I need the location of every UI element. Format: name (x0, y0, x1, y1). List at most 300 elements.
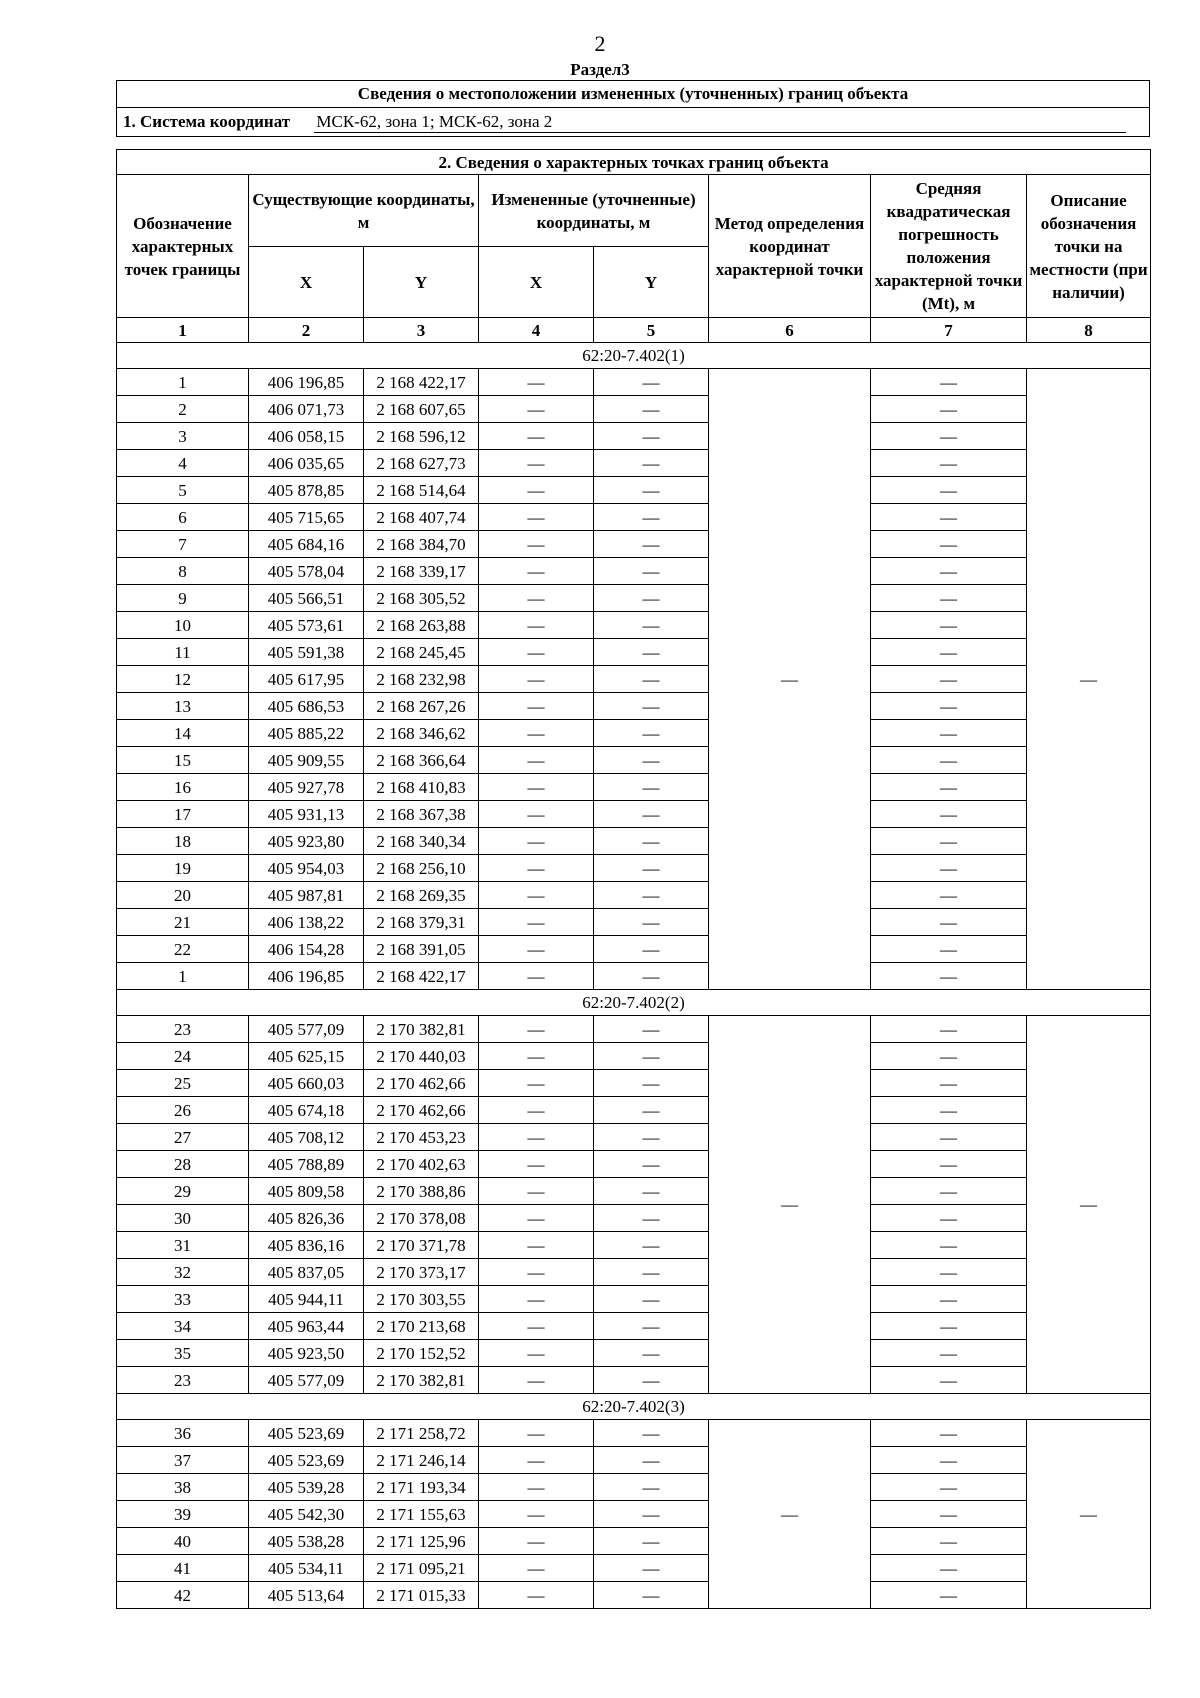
table-row (117, 693, 1151, 720)
changed-x: — (479, 1178, 594, 1205)
changed-y: — (594, 585, 709, 612)
table-row (117, 1286, 1151, 1313)
changed-x: — (479, 801, 594, 828)
existing-y: 2 168 384,70 (364, 531, 479, 558)
changed-x: — (479, 1447, 594, 1474)
changed-x: — (479, 855, 594, 882)
section-title: Раздел3 (570, 60, 630, 79)
table-row (117, 720, 1151, 747)
changed-y: — (594, 747, 709, 774)
table-row (117, 882, 1151, 909)
point-number: 2 (117, 396, 249, 423)
table-row (117, 774, 1151, 801)
existing-x: 405 523,69 (249, 1420, 364, 1447)
header-method: Метод определения координат характерной точки (709, 175, 871, 318)
header-changed-coords: Измененные (уточненные) координаты, м (479, 175, 709, 247)
existing-x: 405 931,13 (249, 801, 364, 828)
point-number: 42 (117, 1582, 249, 1609)
existing-y: 2 170 373,17 (364, 1259, 479, 1286)
changed-y: — (594, 1232, 709, 1259)
changed-x: — (479, 585, 594, 612)
point-number: 8 (117, 558, 249, 585)
existing-y: 2 168 232,98 (364, 666, 479, 693)
changed-y: — (594, 1420, 709, 1447)
point-number: 5 (117, 477, 249, 504)
changed-x: — (479, 909, 594, 936)
changed-x: — (479, 1232, 594, 1259)
description-cell: — (1027, 1016, 1151, 1394)
existing-x: 405 625,15 (249, 1043, 364, 1070)
accuracy-cell: — (871, 477, 1027, 504)
changed-x: — (479, 423, 594, 450)
changed-y: — (594, 1043, 709, 1070)
table-row (117, 585, 1151, 612)
existing-x: 406 071,73 (249, 396, 364, 423)
changed-y: — (594, 1259, 709, 1286)
existing-y: 2 168 339,17 (364, 558, 479, 585)
accuracy-cell: — (871, 1151, 1027, 1178)
existing-y: 2 170 388,86 (364, 1178, 479, 1205)
existing-x: 405 578,04 (249, 558, 364, 585)
changed-y: — (594, 1151, 709, 1178)
accuracy-cell: — (871, 504, 1027, 531)
accuracy-cell: — (871, 828, 1027, 855)
header-existing-x: X (249, 247, 364, 318)
table-row (117, 1582, 1151, 1609)
existing-y: 2 168 263,88 (364, 612, 479, 639)
changed-x: — (479, 963, 594, 990)
accuracy-cell: — (871, 774, 1027, 801)
table-row (117, 1178, 1151, 1205)
header-existing-coords: Существующие координаты, м (249, 175, 479, 247)
existing-y: 2 170 453,23 (364, 1124, 479, 1151)
point-number: 40 (117, 1528, 249, 1555)
existing-x: 405 684,16 (249, 531, 364, 558)
col-number: 8 (1027, 318, 1151, 343)
changed-x: — (479, 558, 594, 585)
accuracy-cell: — (871, 639, 1027, 666)
accuracy-cell: — (871, 963, 1027, 990)
point-number: 9 (117, 585, 249, 612)
accuracy-cell: — (871, 1232, 1027, 1259)
document-header (116, 80, 1150, 137)
existing-x: 405 788,89 (249, 1151, 364, 1178)
existing-y: 2 168 367,38 (364, 801, 479, 828)
col-number: 6 (709, 318, 871, 343)
existing-y: 2 170 213,68 (364, 1313, 479, 1340)
changed-x: — (479, 1016, 594, 1043)
accuracy-cell: — (871, 855, 1027, 882)
changed-x: — (479, 1555, 594, 1582)
changed-y: — (594, 1016, 709, 1043)
changed-x: — (479, 1070, 594, 1097)
point-number: 10 (117, 612, 249, 639)
changed-x: — (479, 747, 594, 774)
description-cell: — (1027, 369, 1151, 990)
changed-y: — (594, 936, 709, 963)
existing-y: 2 170 382,81 (364, 1367, 479, 1394)
accuracy-cell: — (871, 423, 1027, 450)
accuracy-cell: — (871, 1420, 1027, 1447)
point-number: 18 (117, 828, 249, 855)
accuracy-cell: — (871, 396, 1027, 423)
existing-y: 2 170 378,08 (364, 1205, 479, 1232)
group-row (117, 990, 1151, 1016)
accuracy-cell: — (871, 1474, 1027, 1501)
changed-y: — (594, 639, 709, 666)
changed-y: — (594, 612, 709, 639)
changed-x: — (479, 639, 594, 666)
changed-y: — (594, 1313, 709, 1340)
point-number: 11 (117, 639, 249, 666)
changed-x: — (479, 504, 594, 531)
existing-y: 2 170 462,66 (364, 1097, 479, 1124)
existing-x: 405 708,12 (249, 1124, 364, 1151)
existing-y: 2 171 193,34 (364, 1474, 479, 1501)
group-name: 62:20-7.402(3) (117, 1394, 1151, 1420)
changed-x: — (479, 1259, 594, 1286)
col-number: 4 (479, 318, 594, 343)
table-row (117, 1447, 1151, 1474)
existing-y: 2 171 155,63 (364, 1501, 479, 1528)
existing-y: 2 168 267,26 (364, 693, 479, 720)
accuracy-cell: — (871, 936, 1027, 963)
existing-x: 405 577,09 (249, 1367, 364, 1394)
changed-y: — (594, 855, 709, 882)
table-row (117, 1340, 1151, 1367)
changed-y: — (594, 1555, 709, 1582)
existing-y: 2 168 391,05 (364, 936, 479, 963)
accuracy-cell: — (871, 1555, 1027, 1582)
existing-y: 2 170 303,55 (364, 1286, 479, 1313)
table-row (117, 558, 1151, 585)
table-row (117, 639, 1151, 666)
col-number: 2 (249, 318, 364, 343)
table-row (117, 450, 1151, 477)
table-row (117, 1070, 1151, 1097)
changed-x: — (479, 1501, 594, 1528)
accuracy-cell: — (871, 531, 1027, 558)
changed-y: — (594, 423, 709, 450)
point-number: 25 (117, 1070, 249, 1097)
changed-y: — (594, 720, 709, 747)
changed-x: — (479, 774, 594, 801)
table-row (117, 1420, 1151, 1447)
existing-x: 406 196,85 (249, 963, 364, 990)
changed-y: — (594, 558, 709, 585)
changed-x: — (479, 531, 594, 558)
existing-x: 405 542,30 (249, 1501, 364, 1528)
accuracy-cell: — (871, 1178, 1027, 1205)
point-number: 20 (117, 882, 249, 909)
changed-y: — (594, 909, 709, 936)
changed-y: — (594, 1340, 709, 1367)
point-number: 24 (117, 1043, 249, 1070)
existing-x: 405 674,18 (249, 1097, 364, 1124)
existing-y: 2 170 382,81 (364, 1016, 479, 1043)
table-row (117, 1205, 1151, 1232)
point-number: 12 (117, 666, 249, 693)
accuracy-cell: — (871, 1016, 1027, 1043)
changed-x: — (479, 1367, 594, 1394)
table-row (117, 1097, 1151, 1124)
existing-x: 405 954,03 (249, 855, 364, 882)
changed-x: — (479, 477, 594, 504)
point-number: 23 (117, 1367, 249, 1394)
point-number: 33 (117, 1286, 249, 1313)
changed-x: — (479, 1528, 594, 1555)
changed-y: — (594, 774, 709, 801)
document-title: Сведения о местоположении измененных (уточненных) границ объекта (117, 81, 1150, 108)
table-row (117, 369, 1151, 396)
changed-x: — (479, 720, 594, 747)
table-row (117, 1555, 1151, 1582)
existing-x: 405 523,69 (249, 1447, 364, 1474)
point-number: 16 (117, 774, 249, 801)
point-number: 39 (117, 1501, 249, 1528)
existing-x: 405 836,16 (249, 1232, 364, 1259)
table-row (117, 1043, 1151, 1070)
existing-y: 2 171 246,14 (364, 1447, 479, 1474)
page-number: 2 (594, 31, 606, 56)
existing-x: 406 138,22 (249, 909, 364, 936)
existing-y: 2 170 371,78 (364, 1232, 479, 1259)
group-name: 62:20-7.402(1) (117, 343, 1151, 369)
table-row (117, 531, 1151, 558)
accuracy-cell: — (871, 1043, 1027, 1070)
table-row (117, 612, 1151, 639)
existing-y: 2 168 269,35 (364, 882, 479, 909)
table-row (117, 1016, 1151, 1043)
point-number: 7 (117, 531, 249, 558)
existing-x: 406 035,65 (249, 450, 364, 477)
point-number: 26 (117, 1097, 249, 1124)
accuracy-cell: — (871, 666, 1027, 693)
changed-x: — (479, 1340, 594, 1367)
method-cell: — (709, 369, 871, 990)
accuracy-cell: — (871, 882, 1027, 909)
existing-x: 405 826,36 (249, 1205, 364, 1232)
header-accuracy: Средняя квадратическая погрешность положения характерной точки (Mt), м (871, 175, 1027, 318)
existing-x: 405 715,65 (249, 504, 364, 531)
point-number: 35 (117, 1340, 249, 1367)
changed-y: — (594, 1582, 709, 1609)
point-number: 41 (117, 1555, 249, 1582)
accuracy-cell: — (871, 1124, 1027, 1151)
point-number: 22 (117, 936, 249, 963)
point-number: 17 (117, 801, 249, 828)
changed-x: — (479, 1420, 594, 1447)
existing-x: 406 196,85 (249, 369, 364, 396)
table-row (117, 504, 1151, 531)
col-number: 3 (364, 318, 479, 343)
existing-y: 2 168 514,64 (364, 477, 479, 504)
header-changed-y: Y (594, 247, 709, 318)
group-row (117, 343, 1151, 369)
existing-y: 2 168 305,52 (364, 585, 479, 612)
changed-y: — (594, 693, 709, 720)
changed-x: — (479, 693, 594, 720)
existing-x: 405 963,44 (249, 1313, 364, 1340)
table-row (117, 1232, 1151, 1259)
accuracy-cell: — (871, 1313, 1027, 1340)
existing-x: 405 987,81 (249, 882, 364, 909)
table-row (117, 477, 1151, 504)
existing-x: 405 909,55 (249, 747, 364, 774)
existing-y: 2 170 152,52 (364, 1340, 479, 1367)
point-number: 6 (117, 504, 249, 531)
existing-x: 405 591,38 (249, 639, 364, 666)
table-row (117, 1501, 1151, 1528)
changed-x: — (479, 1582, 594, 1609)
changed-x: — (479, 1474, 594, 1501)
table-row (117, 1259, 1151, 1286)
point-number: 27 (117, 1124, 249, 1151)
table-row (117, 909, 1151, 936)
changed-y: — (594, 1367, 709, 1394)
existing-y: 2 171 095,21 (364, 1555, 479, 1582)
point-number: 4 (117, 450, 249, 477)
changed-y: — (594, 1501, 709, 1528)
existing-x: 405 686,53 (249, 693, 364, 720)
accuracy-cell: — (871, 747, 1027, 774)
accuracy-cell: — (871, 369, 1027, 396)
point-number: 34 (117, 1313, 249, 1340)
point-number: 21 (117, 909, 249, 936)
table-subtitle: 2. Сведения о характерных точках границ объекта (117, 150, 1151, 175)
point-number: 30 (117, 1205, 249, 1232)
point-number: 37 (117, 1447, 249, 1474)
existing-y: 2 168 407,74 (364, 504, 479, 531)
changed-y: — (594, 1097, 709, 1124)
header-changed-x: X (479, 247, 594, 318)
point-number: 19 (117, 855, 249, 882)
table-row (117, 423, 1151, 450)
point-number: 3 (117, 423, 249, 450)
description-cell: — (1027, 1420, 1151, 1609)
accuracy-cell: — (871, 1340, 1027, 1367)
accuracy-cell: — (871, 1528, 1027, 1555)
existing-y: 2 168 366,64 (364, 747, 479, 774)
accuracy-cell: — (871, 720, 1027, 747)
changed-y: — (594, 1124, 709, 1151)
point-number: 38 (117, 1474, 249, 1501)
existing-x: 405 809,58 (249, 1178, 364, 1205)
changed-x: — (479, 1286, 594, 1313)
changed-x: — (479, 828, 594, 855)
changed-x: — (479, 1097, 594, 1124)
changed-x: — (479, 1043, 594, 1070)
header-existing-y: Y (364, 247, 479, 318)
table-body (117, 343, 1151, 1609)
coord-system-value: МСК-62, зона 1; МСК-62, зона 2 (314, 112, 1126, 133)
existing-x: 405 837,05 (249, 1259, 364, 1286)
table-row (117, 936, 1151, 963)
point-number: 36 (117, 1420, 249, 1447)
points-table (116, 149, 1151, 1609)
table-row (117, 828, 1151, 855)
accuracy-cell: — (871, 1097, 1027, 1124)
col-number: 7 (871, 318, 1027, 343)
table-row (117, 1313, 1151, 1340)
existing-x: 405 923,50 (249, 1340, 364, 1367)
existing-y: 2 168 256,10 (364, 855, 479, 882)
coord-system-label: 1. Система координат (123, 111, 291, 131)
existing-y: 2 168 340,34 (364, 828, 479, 855)
existing-y: 2 168 410,83 (364, 774, 479, 801)
method-cell: — (709, 1420, 871, 1609)
existing-y: 2 168 245,45 (364, 639, 479, 666)
existing-x: 405 944,11 (249, 1286, 364, 1313)
accuracy-cell: — (871, 1367, 1027, 1394)
changed-y: — (594, 1070, 709, 1097)
table-row (117, 1528, 1151, 1555)
existing-y: 2 168 596,12 (364, 423, 479, 450)
table-row (117, 666, 1151, 693)
changed-x: — (479, 666, 594, 693)
changed-x: — (479, 396, 594, 423)
existing-x: 405 573,61 (249, 612, 364, 639)
point-number: 31 (117, 1232, 249, 1259)
changed-x: — (479, 1151, 594, 1178)
changed-x: — (479, 1205, 594, 1232)
changed-y: — (594, 1528, 709, 1555)
existing-x: 405 923,80 (249, 828, 364, 855)
table-row (117, 855, 1151, 882)
changed-y: — (594, 1286, 709, 1313)
point-number: 13 (117, 693, 249, 720)
existing-x: 405 878,85 (249, 477, 364, 504)
accuracy-cell: — (871, 693, 1027, 720)
accuracy-cell: — (871, 1259, 1027, 1286)
changed-x: — (479, 450, 594, 477)
accuracy-cell: — (871, 558, 1027, 585)
existing-x: 405 617,95 (249, 666, 364, 693)
changed-y: — (594, 504, 709, 531)
existing-y: 2 168 379,31 (364, 909, 479, 936)
changed-y: — (594, 828, 709, 855)
changed-x: — (479, 1124, 594, 1151)
table-row (117, 1151, 1151, 1178)
existing-x: 405 577,09 (249, 1016, 364, 1043)
point-number: 29 (117, 1178, 249, 1205)
point-number: 28 (117, 1151, 249, 1178)
changed-x: — (479, 369, 594, 396)
table-row (117, 801, 1151, 828)
group-row (117, 1394, 1151, 1420)
accuracy-cell: — (871, 1070, 1027, 1097)
header-point-designation: Обозначение характерных точек границы (117, 175, 249, 318)
changed-y: — (594, 1447, 709, 1474)
changed-y: — (594, 666, 709, 693)
existing-y: 2 171 258,72 (364, 1420, 479, 1447)
existing-y: 2 168 346,62 (364, 720, 479, 747)
changed-y: — (594, 477, 709, 504)
accuracy-cell: — (871, 1501, 1027, 1528)
accuracy-cell: — (871, 1447, 1027, 1474)
table-row (117, 1367, 1151, 1394)
point-number: 14 (117, 720, 249, 747)
existing-x: 405 660,03 (249, 1070, 364, 1097)
changed-y: — (594, 1205, 709, 1232)
group-name: 62:20-7.402(2) (117, 990, 1151, 1016)
point-number: 1 (117, 963, 249, 990)
existing-y: 2 171 015,33 (364, 1582, 479, 1609)
existing-x: 405 566,51 (249, 585, 364, 612)
existing-x: 406 058,15 (249, 423, 364, 450)
existing-y: 2 170 462,66 (364, 1070, 479, 1097)
header-description: Описание обозначения точки на местности (при наличии) (1027, 175, 1151, 318)
